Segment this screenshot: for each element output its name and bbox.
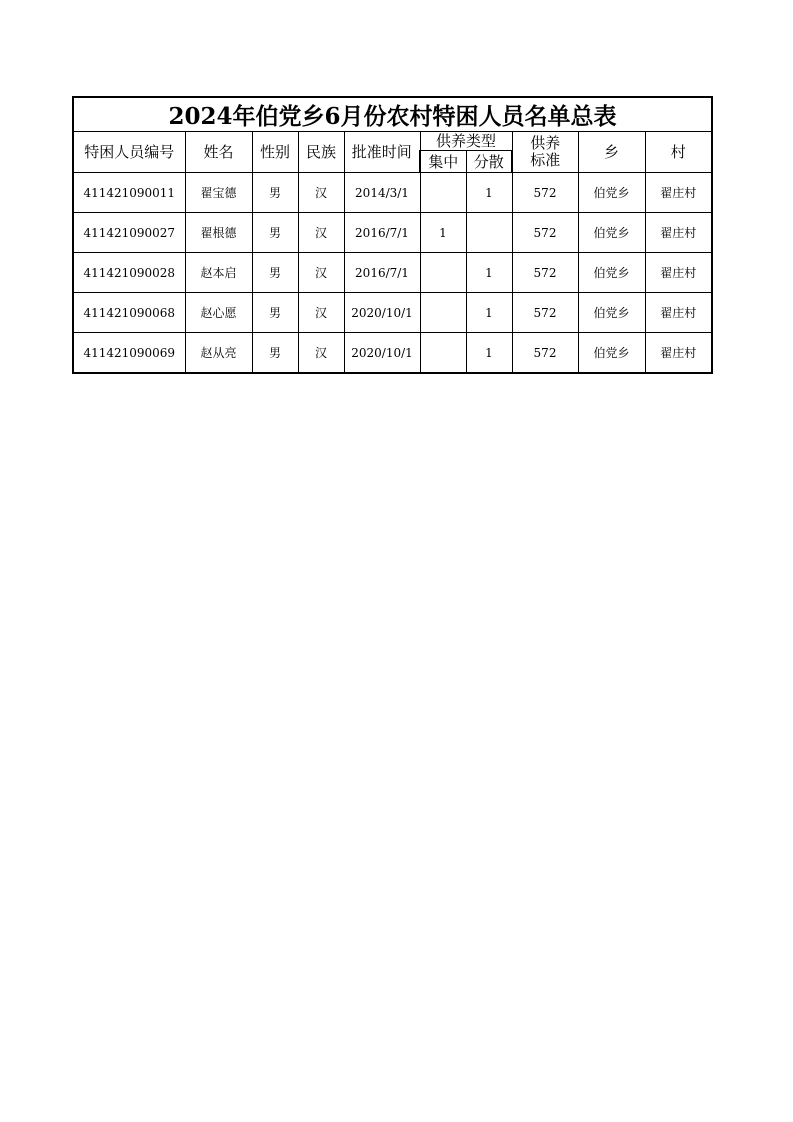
header-township: 乡 bbox=[578, 132, 645, 173]
cell-name: 翟根德 bbox=[185, 213, 252, 253]
cell-village: 翟庄村 bbox=[645, 333, 712, 374]
cell-village: 翟庄村 bbox=[645, 253, 712, 293]
cell-township: 伯党乡 bbox=[578, 333, 645, 374]
table-row bbox=[73, 293, 712, 333]
header-approval-date: 批准时间 bbox=[344, 132, 420, 173]
header-standard-line2: 标准 bbox=[530, 151, 561, 169]
table-row bbox=[73, 213, 712, 253]
cell-id: 411421090069 bbox=[73, 333, 185, 374]
cell-approval-date: 2014/3/1 bbox=[344, 173, 420, 213]
roster-table bbox=[72, 96, 713, 374]
cell-village: 翟庄村 bbox=[645, 213, 712, 253]
cell-standard: 572 bbox=[512, 333, 578, 374]
table-row bbox=[73, 173, 712, 213]
cell-township: 伯党乡 bbox=[578, 173, 645, 213]
cell-id: 411421090011 bbox=[73, 173, 185, 213]
cell-standard: 572 bbox=[512, 213, 578, 253]
header-id: 特困人员编号 bbox=[73, 132, 185, 173]
cell-approval-date: 2016/7/1 bbox=[344, 253, 420, 293]
cell-gender: 男 bbox=[252, 173, 298, 213]
cell-approval-date: 2020/10/1 bbox=[344, 293, 420, 333]
cell-ethnicity: 汉 bbox=[298, 173, 344, 213]
cell-standard: 572 bbox=[512, 173, 578, 213]
table-row bbox=[73, 253, 712, 293]
cell-approval-date: 2016/7/1 bbox=[344, 213, 420, 253]
cell-id: 411421090027 bbox=[73, 213, 185, 253]
header-gender: 性别 bbox=[252, 132, 298, 173]
cell-standard: 572 bbox=[512, 253, 578, 293]
cell-township: 伯党乡 bbox=[578, 213, 645, 253]
header-standard-line1: 供养 bbox=[530, 134, 561, 152]
cell-standard: 572 bbox=[512, 293, 578, 333]
header-support-type: 供养类型 bbox=[420, 132, 512, 151]
cell-approval-date: 2020/10/1 bbox=[344, 333, 420, 374]
header-village: 村 bbox=[645, 132, 712, 173]
header-ethnicity: 民族 bbox=[298, 132, 344, 173]
cell-ethnicity: 汉 bbox=[298, 293, 344, 333]
cell-name: 赵心愿 bbox=[185, 293, 252, 333]
cell-centralized bbox=[420, 293, 466, 333]
header-dispersed: 分散 bbox=[466, 151, 512, 173]
cell-village: 翟庄村 bbox=[645, 293, 712, 333]
header-centralized: 集中 bbox=[420, 151, 466, 173]
cell-centralized bbox=[420, 253, 466, 293]
cell-centralized bbox=[420, 333, 466, 374]
cell-ethnicity: 汉 bbox=[298, 253, 344, 293]
header-standard bbox=[512, 132, 578, 173]
cell-centralized: 1 bbox=[420, 213, 466, 253]
table-title: 2024年伯党乡6月份农村特困人员名单总表 bbox=[73, 97, 712, 132]
cell-dispersed: 1 bbox=[466, 333, 512, 374]
cell-dispersed: 1 bbox=[466, 253, 512, 293]
cell-dispersed: 1 bbox=[466, 293, 512, 333]
cell-gender: 男 bbox=[252, 333, 298, 374]
cell-centralized bbox=[420, 173, 466, 213]
header-name: 姓名 bbox=[185, 132, 252, 173]
cell-name: 赵本启 bbox=[185, 253, 252, 293]
cell-township: 伯党乡 bbox=[578, 253, 645, 293]
cell-id: 411421090068 bbox=[73, 293, 185, 333]
cell-id: 411421090028 bbox=[73, 253, 185, 293]
cell-dispersed bbox=[466, 213, 512, 253]
cell-gender: 男 bbox=[252, 293, 298, 333]
cell-ethnicity: 汉 bbox=[298, 213, 344, 253]
cell-name: 赵从亮 bbox=[185, 333, 252, 374]
cell-dispersed: 1 bbox=[466, 173, 512, 213]
cell-gender: 男 bbox=[252, 213, 298, 253]
cell-ethnicity: 汉 bbox=[298, 333, 344, 374]
table-row bbox=[73, 333, 712, 374]
cell-township: 伯党乡 bbox=[578, 293, 645, 333]
cell-village: 翟庄村 bbox=[645, 173, 712, 213]
cell-name: 翟宝德 bbox=[185, 173, 252, 213]
cell-gender: 男 bbox=[252, 253, 298, 293]
